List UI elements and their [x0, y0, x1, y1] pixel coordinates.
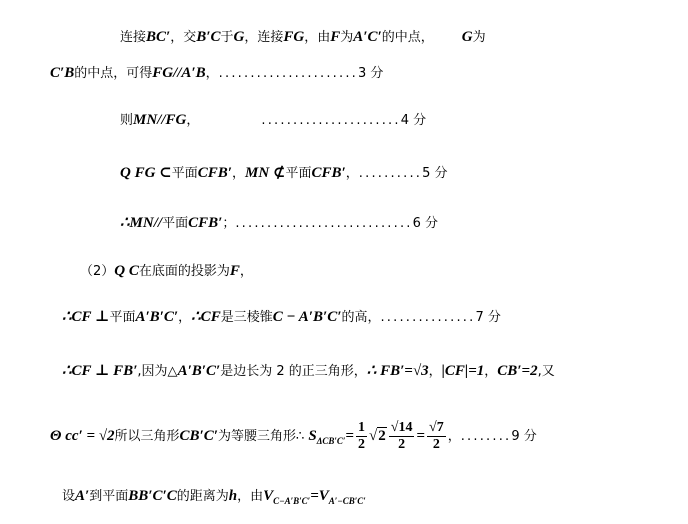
radicand: 2 — [378, 428, 386, 444]
leader-dots: ........ — [460, 429, 512, 444]
solution-line-7 — [62, 307, 501, 328]
score: 5 分 — [422, 166, 448, 181]
math-fb-sqrt3: ∴ FB′=√3 — [366, 363, 429, 379]
text: 为 — [472, 30, 486, 45]
v-symbol: =V — [310, 488, 329, 504]
math-volume-right — [310, 488, 366, 504]
math-a: A′ — [75, 488, 90, 504]
v-subscript: A′−CB′C′ — [328, 496, 366, 506]
math-therefore-cf: ∴CF — [191, 309, 221, 325]
math-bbcc: BB′C′C — [128, 488, 177, 504]
leader-dots: ............... — [380, 310, 476, 325]
text: 的距离为 — [176, 489, 229, 504]
fraction-sqrt14 — [389, 420, 415, 453]
solution-line-3 — [120, 110, 426, 131]
text: 为 — [340, 30, 354, 45]
leader-dots: ...................... — [218, 66, 358, 81]
numerator: √7 — [429, 420, 444, 435]
math-fg-subset: Q FG ⊂ — [120, 165, 172, 181]
text: 则 — [120, 113, 134, 128]
score: 9 分 — [511, 429, 537, 444]
math-mn-notsubset: MN ⊄ — [245, 165, 286, 181]
v-symbol: V — [263, 488, 274, 504]
text: 到平面 — [89, 489, 129, 504]
math-therefore-mn: ∴MN// — [120, 215, 163, 231]
text: （2） — [80, 264, 115, 279]
fraction-sqrt7 — [427, 420, 446, 453]
text: 是三棱锥 — [220, 310, 273, 325]
text: ,因为△ — [137, 364, 178, 379]
math-cb-2: CB′=2 — [497, 363, 538, 379]
equals: = — [345, 428, 355, 444]
area-label: S — [308, 428, 317, 444]
v-subscript: C−A′B′C′ — [273, 496, 311, 506]
math-cf-perp-fb: ∴CF ⊥ FB′ — [62, 363, 138, 379]
math-pyramid: C − A′B′C′ — [272, 309, 342, 325]
numerator: 1 — [358, 420, 366, 435]
math-cf-abs: |CF|=1 — [441, 363, 485, 379]
text: 的中点，可得 — [74, 66, 153, 81]
text: ，由 — [237, 489, 264, 504]
text: 是边长为 2 的正三角形， — [220, 364, 367, 379]
math-volume-left — [263, 488, 310, 504]
text: ， — [345, 166, 359, 181]
math-abc: A′B′C′ — [135, 309, 179, 325]
score: 6 分 — [412, 216, 439, 231]
math-area-symbol — [308, 428, 345, 444]
text: ，连接 — [244, 30, 284, 45]
equals: = — [416, 428, 426, 444]
math-f: F — [229, 263, 240, 279]
math-f: F — [330, 29, 341, 45]
math-cfb: CFB′ — [197, 165, 232, 181]
text: 平面 — [285, 166, 312, 181]
text: 的中点， — [381, 30, 434, 45]
solution-line-6 — [80, 261, 253, 282]
math-fg-parallel: FG//A′B — [152, 65, 206, 81]
text: 于 — [220, 30, 234, 45]
leader-dots: ............................ — [235, 216, 413, 231]
fraction-half — [356, 420, 367, 453]
math-cb: C′B — [50, 65, 75, 81]
solution-line-4 — [120, 163, 448, 184]
math-fg: FG — [283, 29, 305, 45]
area-subscript: ΔCB′C′ — [316, 436, 346, 446]
math-mn-parallel: MN//FG — [133, 112, 187, 128]
text: ，交 — [170, 30, 197, 45]
math-cfb: CFB′ — [188, 215, 223, 231]
math-cc-sqrt2: Θ cc′ = √2 — [50, 428, 115, 444]
denominator: 2 — [432, 437, 440, 452]
text: 设 — [62, 489, 76, 504]
math-h: h — [228, 488, 238, 504]
text: 平面 — [162, 216, 189, 231]
text: 连接 — [120, 30, 147, 45]
denominator: 2 — [358, 437, 366, 452]
math-c: Q C — [114, 263, 139, 279]
text: ； — [222, 216, 236, 231]
solution-line-1 — [120, 27, 486, 48]
leader-dots: ...................... — [261, 113, 401, 128]
math-b-c: B′C — [196, 29, 221, 45]
denominator: 2 — [398, 437, 406, 452]
text: ， — [186, 113, 200, 128]
math-ac: A′C′ — [353, 29, 382, 45]
math-cbc: CB′C′ — [179, 428, 218, 444]
text: ， — [447, 429, 461, 444]
leader-dots: .......... — [358, 166, 423, 181]
text: ， — [178, 310, 192, 325]
text: 所以三角形 — [114, 429, 180, 444]
solution-line-10 — [62, 486, 366, 511]
solution-line-2 — [50, 63, 383, 84]
math-cfb2: CFB′ — [311, 165, 346, 181]
solution-line-5 — [120, 213, 438, 234]
text: ， — [484, 364, 498, 379]
text: 平面 — [109, 310, 136, 325]
numerator: √14 — [390, 420, 413, 435]
text: ,又 — [537, 364, 555, 379]
text: ， — [205, 66, 219, 81]
math-g: G — [233, 29, 245, 45]
math-g2: G — [461, 29, 473, 45]
math-cf-perp: ∴CF ⊥ — [62, 309, 110, 325]
text: 的高， — [341, 310, 381, 325]
score: 4 分 — [400, 113, 427, 128]
solution-line-9 — [50, 418, 537, 459]
text: ， — [232, 166, 246, 181]
text: 在底面的投影为 — [138, 264, 230, 279]
text: ， — [239, 264, 253, 279]
text: ， — [428, 364, 442, 379]
text: 为等腰三角形∴ — [217, 429, 305, 444]
text: ，由 — [304, 30, 331, 45]
score: 3 分 — [357, 66, 384, 81]
solution-line-8 — [62, 361, 555, 382]
math-abc: A′B′C′ — [177, 363, 221, 379]
text: 平面 — [171, 166, 198, 181]
math-bc: BC′ — [146, 29, 171, 45]
score: 7 分 — [475, 310, 501, 325]
sqrt-two: √2 — [369, 428, 386, 444]
